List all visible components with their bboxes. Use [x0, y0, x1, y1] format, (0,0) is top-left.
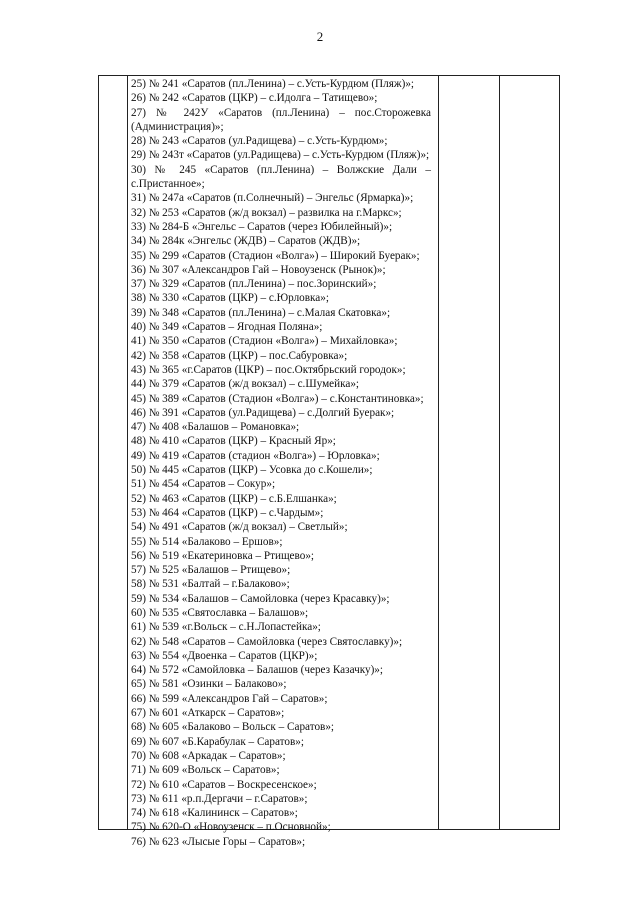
route-item: 40) № 349 «Саратов – Ягодная Поляна»; — [131, 321, 323, 334]
route-item: 60) № 535 «Святославка – Балашов»; — [131, 606, 309, 619]
route-item: 31) № 247а «Саратов (п.Солнечный) – Энгельс (Ярмарка)»; — [131, 192, 414, 205]
route-item: 42) № 358 «Саратов (ЦКР) – пос.Сабуровка»; — [131, 349, 348, 362]
route-item: 43) № 365 «г.Саратов (ЦКР) – пос.Октябрьский городок»; — [131, 363, 406, 376]
route-item: 25) № 241 «Саратов (пл.Ленина) – с.Усть-Курдюм (Пляж)»; — [131, 78, 415, 90]
route-item: 47) № 408 «Балашов – Романовка»; — [131, 421, 300, 434]
route-item: 32) № 253 «Саратов (ж/д вокзал) – развилка на г.Маркс»; — [131, 206, 402, 219]
route-item: 61) № 539 «г.Вольск – с.Н.Лопастейка»; — [131, 621, 321, 634]
route-item: 56) № 519 «Екатериновка – Ртищево»; — [131, 549, 315, 562]
route-item: 30) № 245 «Саратов (пл.Ленина) – Волжские Дали – с.Пристанное»; — [131, 163, 431, 191]
route-item: 71) № 609 «Вольск – Саратов»; — [131, 764, 280, 777]
route-item: 75) № 620-О «Новоузенск – п.Основной»; — [131, 821, 331, 834]
table-column-divider — [438, 75, 439, 830]
route-item: 66) № 599 «Александров Гай – Саратов»; — [131, 692, 328, 705]
route-item: 51) № 454 «Саратов – Сокур»; — [131, 478, 276, 491]
route-item: 49) № 419 «Саратов (стадион «Волга») – Юрловка»; — [131, 449, 380, 462]
route-item: 46) № 391 «Саратов (ул.Радищева) – с.Долгий Буерак»; — [131, 406, 395, 419]
route-item: 35) № 299 «Саратов (Стадион «Волга») – Широкий Буерак»; — [131, 249, 420, 262]
route-item: 57) № 525 «Балашов – Ртищево»; — [131, 564, 291, 577]
route-item: 55) № 514 «Балаково – Ершов»; — [131, 535, 283, 548]
route-item: 76) № 623 «Лысые Горы – Саратов»; — [131, 835, 306, 848]
route-item: 39) № 348 «Саратов (пл.Ленина) – с.Малая Скатовка»; — [131, 306, 391, 319]
route-item: 50) № 445 «Саратов (ЦКР) – Усовка до с.Кошели»; — [131, 464, 373, 477]
route-item: 68) № 605 «Балаково – Вольск – Саратов»; — [131, 721, 335, 734]
route-item: 62) № 548 «Саратов – Самойловка (через Святославку)»; — [131, 635, 403, 648]
route-item: 70) № 608 «Аркадак – Саратов»; — [131, 749, 286, 762]
route-item: 52) № 463 «Саратов (ЦКР) – с.Б.Елшанка»; — [131, 492, 337, 505]
route-item: 27) № 242У «Саратов (пл.Ленина) – пос.Сторожевка (Администрация)»; — [131, 106, 431, 133]
route-item: 73) № 611 «р.п.Дергачи – г.Саратов»; — [131, 792, 308, 805]
route-item: 59) № 534 «Балашов – Самойловка (через Красавку)»; — [131, 592, 390, 605]
table-top-border — [98, 75, 560, 76]
route-item: 26) № 242 «Саратов (ЦКР) – с.Идолга – Татищево»; — [131, 92, 378, 105]
route-item: 72) № 610 «Саратов – Воскресенское»; — [131, 778, 317, 791]
route-item: 44) № 379 «Саратов (ж/д вокзал) – с.Шумейка»; — [131, 378, 360, 391]
route-item: 41) № 350 «Саратов (Стадион «Волга») – Михайловка»; — [131, 335, 398, 348]
route-item: 54) № 491 «Саратов (ж/д вокзал) – Светлый»; — [131, 521, 348, 534]
route-item: 67) № 601 «Аткарск – Саратов»; — [131, 707, 285, 720]
route-list — [131, 77, 431, 849]
route-item: 53) № 464 «Саратов (ЦКР) – с.Чардым»; — [131, 506, 324, 519]
route-item: 37) № 329 «Саратов (пл.Ленина) – пос.Зоринский»; — [131, 278, 377, 291]
route-item: 45) № 389 «Саратов (Стадион «Волга») – с.Константиновка»; — [131, 392, 424, 405]
route-item: 58) № 531 «Балтай – г.Балаково»; — [131, 578, 290, 591]
page-number: 2 — [316, 29, 324, 44]
route-item: 63) № 554 «Двоенка – Саратов (ЦКР)»; — [131, 649, 318, 662]
route-item: 29) № 243т «Саратов (ул.Радищева) – с.Усть-Курдюм (Пляж)»; — [131, 149, 430, 162]
table-border-right — [559, 75, 560, 830]
route-item: 74) № 618 «Калининск – Саратов»; — [131, 807, 298, 820]
route-item: 36) № 307 «Александров Гай – Новоузенск (Рынок)»; — [131, 263, 386, 276]
route-item: 65) № 581 «Озинки – Балаково»; — [131, 678, 287, 691]
table-column-divider — [499, 75, 500, 830]
route-item: 69) № 607 «Б.Карабулак – Саратов»; — [131, 735, 304, 748]
route-item: 64) № 572 «Самойловка – Балашов (через Казачку)»; — [131, 664, 384, 677]
table-border-left — [98, 75, 99, 830]
route-item: 33) № 284-Б «Энгельс – Саратов (через Юбилейный)»; — [131, 220, 393, 233]
table-column-divider — [127, 75, 128, 830]
route-item: 38) № 330 «Саратов (ЦКР) – с.Юрловка»; — [131, 292, 329, 305]
route-item: 48) № 410 «Саратов (ЦКР) – Красный Яр»; — [131, 435, 336, 448]
route-item: 34) № 284к «Энгельс (ЖДВ) – Саратов (ЖДВ)»; — [131, 235, 361, 248]
route-item: 28) № 243 «Саратов (ул.Радищева) – с.Усть-Курдюм»; — [131, 135, 388, 148]
